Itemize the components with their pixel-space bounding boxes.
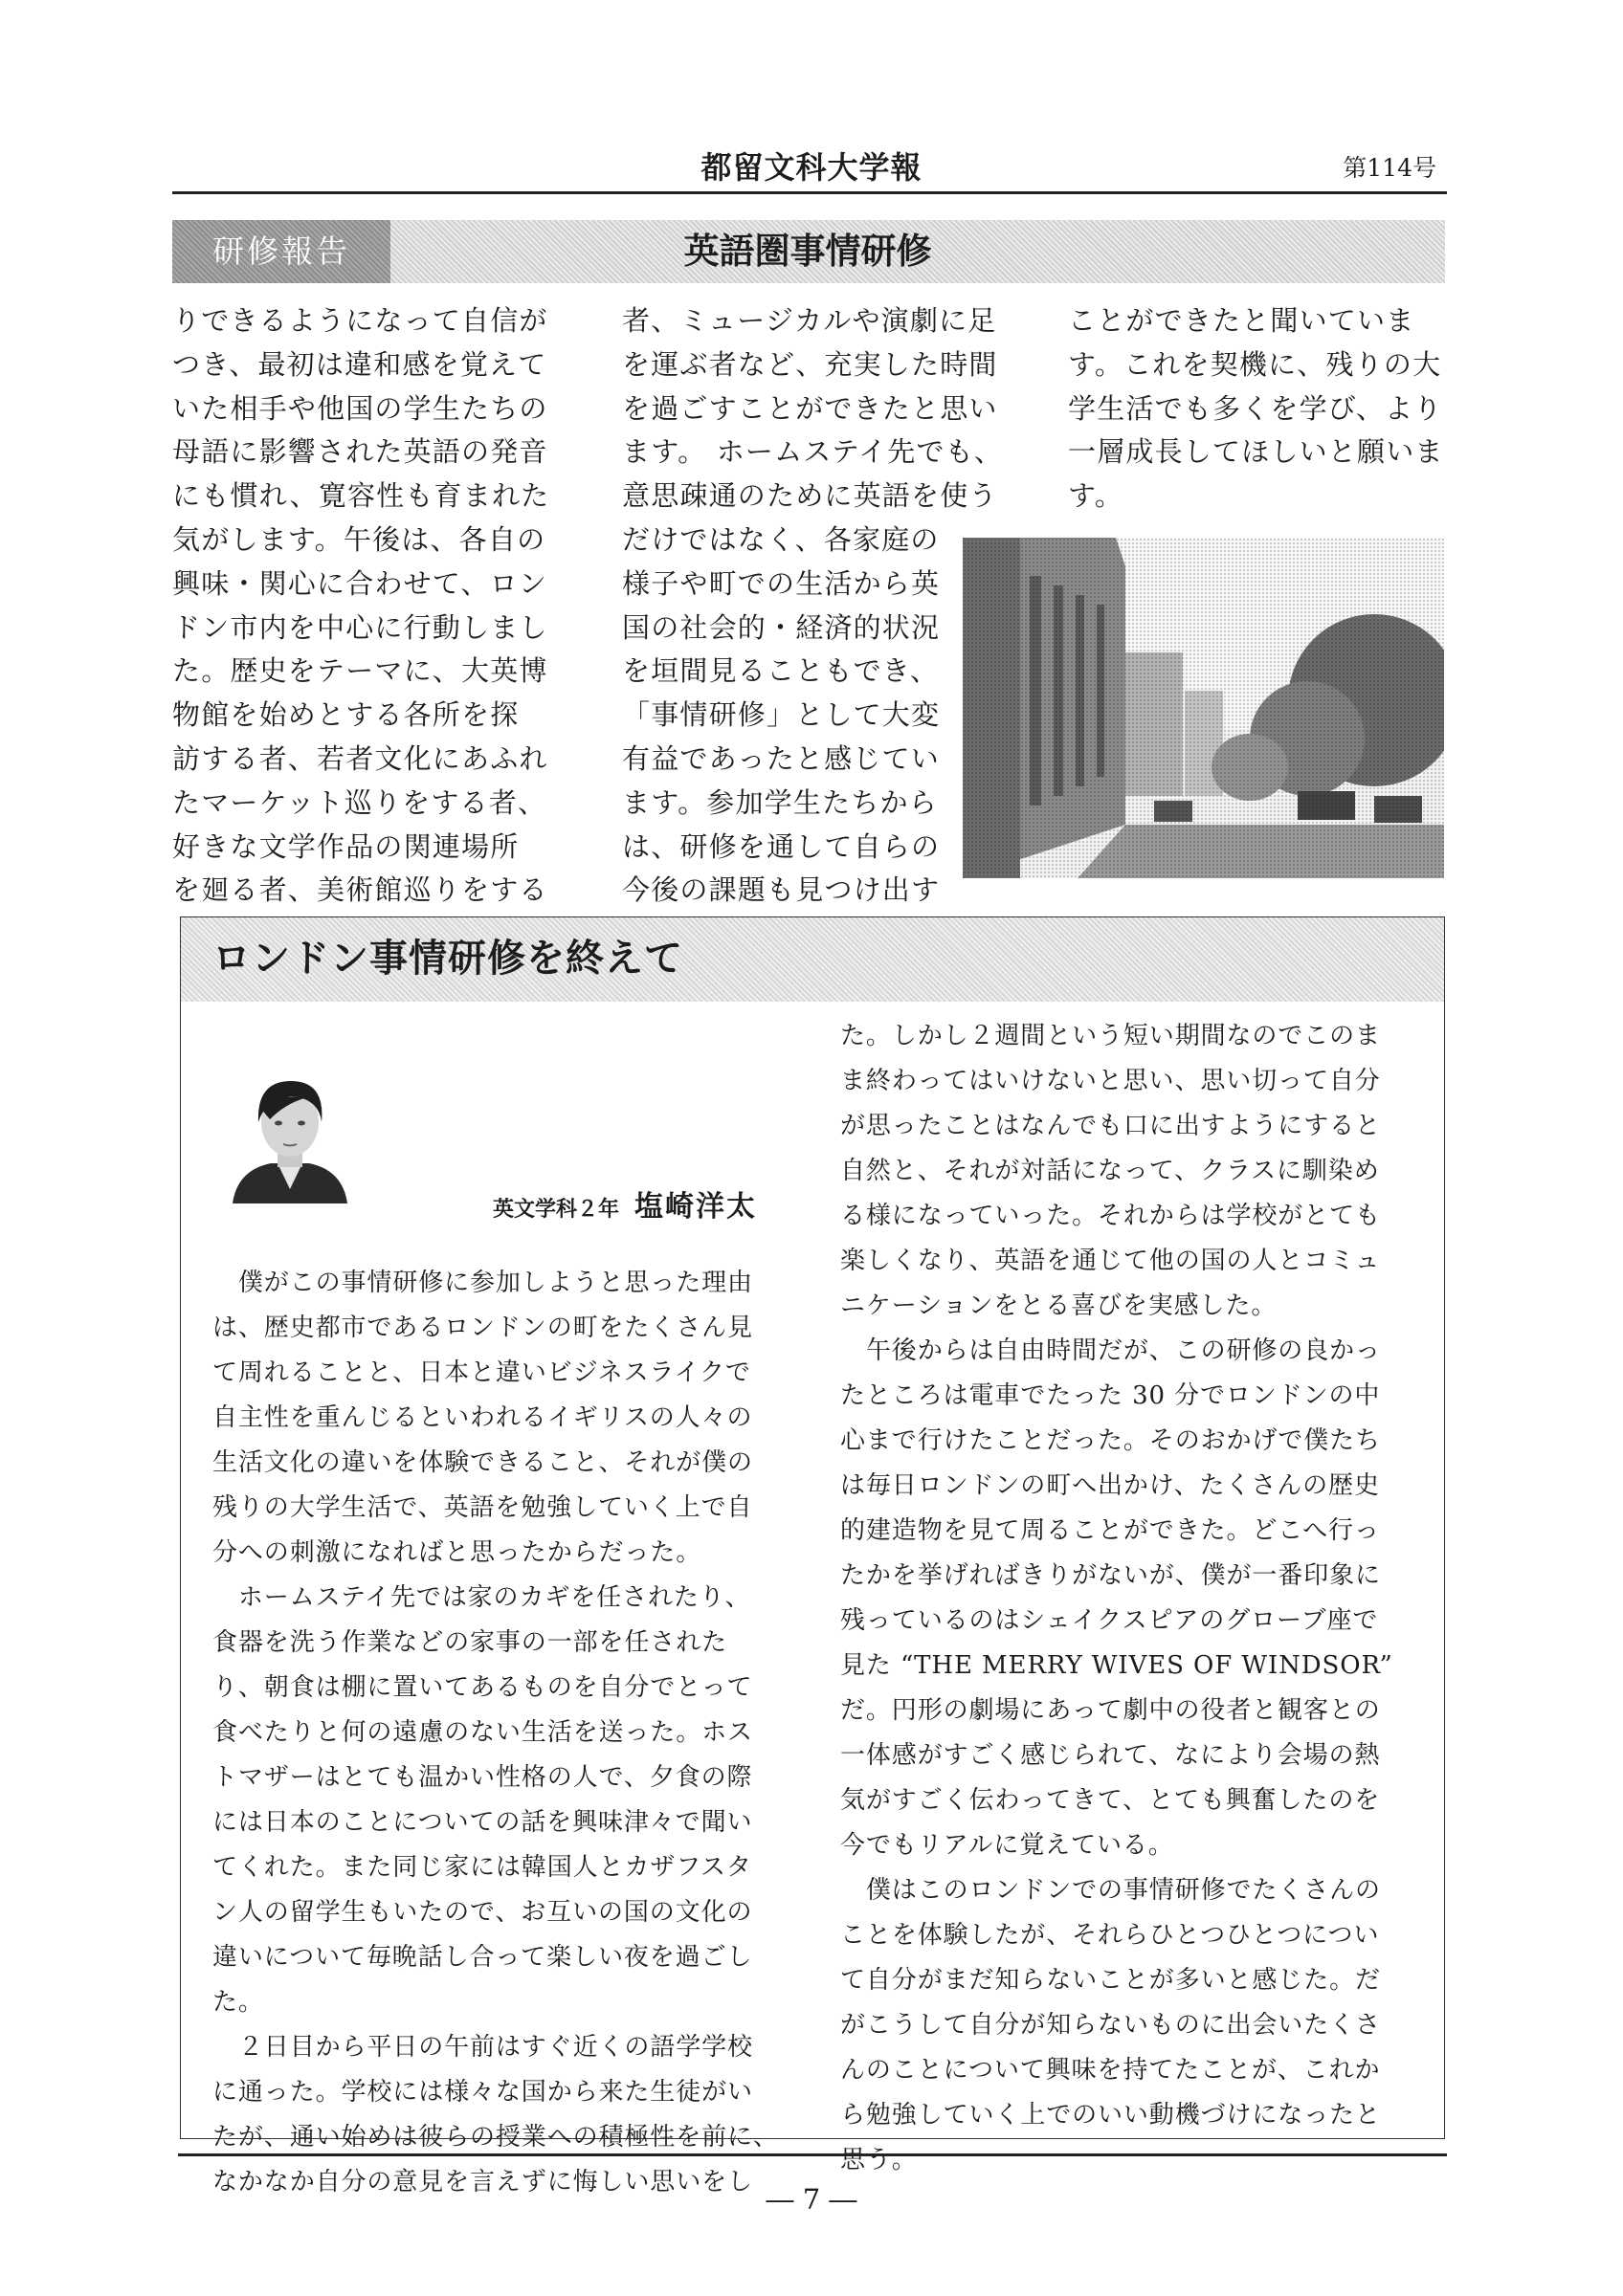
text-line: た。	[212, 1988, 264, 2017]
text-line: て周れることと、日本と違いビジネスライクで	[212, 1358, 751, 1387]
text-line: 午後からは自由時間だが、この研修の良かっ	[840, 1336, 1381, 1365]
text-line: 思う。	[840, 2146, 918, 2175]
text-line: 違いについて毎晩話し合って楽しい夜を過ごし	[212, 1943, 753, 1972]
report-title-text: 英語圏事情研修	[683, 231, 932, 272]
author-name: 塩崎洋太	[634, 1190, 758, 1224]
article-column-left	[212, 1261, 779, 2205]
text-line: す。	[1068, 479, 1124, 513]
text-line: り、朝食は棚に置いてあるものを自分でとって	[212, 1673, 753, 1702]
text-line: いた相手や他国の学生たちの	[172, 391, 548, 425]
text-line: 残りの大学生活で、英語を勉強していく上で自	[212, 1493, 753, 1522]
text-line: 一層成長してほしいと願いま	[1068, 435, 1444, 469]
text-line: トマザーはとても温かい性格の人で、夕食の際	[212, 1763, 753, 1792]
text-line: ます。 ホームステイ先でも、	[622, 435, 1004, 469]
street-photo-image	[963, 538, 1444, 878]
text-line: ことができたと聞いていま	[1068, 304, 1415, 337]
author-byline	[493, 1182, 757, 1225]
text-line: たマーケット巡りをする者、	[172, 785, 547, 819]
text-line: 食べたりと何の遠慮のない生活を送った。ホス	[212, 1718, 753, 1747]
text-line: ニケーションをとる喜びを実感した。	[840, 1292, 1278, 1320]
text-line: を廻る者、美術館巡りをする	[172, 873, 548, 907]
text-line: 見た “THE MERRY WIVES OF WINDSOR”	[840, 1651, 1393, 1680]
text-line: たが、通い始めは彼らの授業への積極性を前に、	[212, 2123, 779, 2152]
text-line: た。歴史をテーマに、大英博	[172, 654, 548, 688]
text-line: 僕はこのロンドンでの事情研修でたくさんの	[840, 1876, 1381, 1905]
text-line: には日本のことについての話を興味津々で聞い	[212, 1808, 753, 1837]
text-line: 有益であったと感じてい	[622, 741, 940, 775]
text-line: つき、最初は違和感を覚えて	[172, 347, 547, 381]
text-line: たかを挙げればきりがないが、僕が一番印象に	[840, 1561, 1381, 1590]
text-line: 楽しくなり、英語を通じて他の国の人とコミュ	[840, 1247, 1381, 1275]
text-line: す。これを契機に、残りの大	[1068, 347, 1442, 381]
text-line: ドン市内を中心に行動しまし	[172, 610, 548, 644]
text-line: て自分がまだ知らないことが多いと感じた。だ	[840, 1966, 1381, 1995]
text-line: にも慣れ、寛容性も育まれた	[172, 479, 550, 513]
publication-title: 都留文科大学報	[700, 149, 923, 186]
london-street-photo	[963, 538, 1444, 878]
text-line: 意思疎通のために英語を使う	[622, 479, 998, 513]
text-line: てくれた。また同じ家には韓国人とカザフスタ	[212, 1853, 752, 1882]
text-line: 残っているのはシェイクスピアのグローブ座で	[840, 1606, 1379, 1635]
author-department: 英文学科２年	[493, 1197, 620, 1222]
issue-number: 第114号	[1343, 154, 1436, 182]
text-line: 気がすごく伝わってきて、とても興奮したのを	[840, 1786, 1381, 1815]
text-line: がこうして自分が知らないものに出会いたくさ	[840, 2011, 1381, 2040]
text-line: に通った。学校には様々な国から来た生徒がい	[212, 2078, 753, 2107]
report-title	[0, 220, 1623, 283]
text-line: 国の社会的・経済的状況	[622, 610, 941, 644]
text-line: 訪する者、若者文化にあふれ	[172, 741, 548, 775]
text-line: 食器を洗う作業などの家事の一部を任された	[212, 1628, 728, 1657]
text-line: ら勉強していく上でのいい動機づけになったと	[840, 2101, 1381, 2130]
text-line: ま終わってはいけないと思い、思い切って自分	[840, 1067, 1381, 1095]
header-rule	[172, 191, 1447, 194]
author-portrait	[228, 1070, 352, 1203]
text-line: 今後の課題も見つけ出す	[622, 873, 941, 907]
text-line: が思ったことはなんでも口に出すようにすると	[840, 1112, 1381, 1140]
text-line: りできるようになって自信が	[172, 304, 548, 337]
text-line: 好きな文学作品の関連場所	[172, 829, 520, 863]
text-line: 僕がこの事情研修に参加しようと思った理由	[212, 1269, 753, 1297]
text-line: だ。円形の劇場にあって劇中の役者と観客との	[840, 1696, 1381, 1725]
report-column-1	[172, 299, 549, 913]
report-tag: 研修報告	[172, 220, 390, 283]
text-line: 心まで行けたことだった。そのおかげで僕たち	[840, 1426, 1381, 1455]
text-line: 生活文化の違いを体験できること、それが僕の	[212, 1448, 753, 1477]
text-line: ことを体験したが、それらひとつひとつについ	[840, 1921, 1380, 1950]
text-line: ２日目から平日の午前はすぐ近くの語学学校	[212, 2033, 753, 2062]
text-line: だけではなく、各家庭の	[622, 522, 940, 556]
text-line: を運ぶ者など、充実した時間	[622, 347, 998, 381]
article-column-right	[840, 1014, 1393, 2183]
text-line: 気がします。午後は、各自の	[172, 522, 546, 556]
text-line: ます。参加学生たちから	[622, 785, 938, 819]
text-line: る様になっていった。それからは学校がとても	[840, 1202, 1381, 1230]
text-line: 自主性を重んじるといわれるイギリスの人々の	[212, 1403, 753, 1432]
text-line: 一体感がすごく感じられて、なにより会場の熱	[840, 1741, 1381, 1770]
text-line: 「事情研修」として大変	[622, 698, 941, 732]
text-line: 母語に影響された英語の発音	[172, 435, 548, 469]
text-line: んのことについて興味を持てたことが、これか	[840, 2056, 1381, 2085]
text-line: 学生活でも多くを学び、より	[1068, 391, 1443, 425]
text-line: 分への刺激になればと思ったからだった。	[212, 1538, 702, 1567]
text-line: た。しかし２週間という短い期間なのでこのま	[840, 1022, 1381, 1050]
text-line: 自然と、それが対話になって、クラスに馴染め	[840, 1157, 1380, 1185]
text-line: なかなか自分の意見を言えずに悔しい思いをし	[212, 2168, 753, 2197]
footer-rule	[178, 2153, 1447, 2156]
report-column-2	[622, 299, 1003, 913]
text-line: 的建造物を見て周ることができた。どこへ行っ	[840, 1516, 1380, 1545]
text-line: 今でもリアルに覚えている。	[840, 1831, 1174, 1860]
text-line: 興味・関心に合わせて、ロン	[172, 566, 548, 600]
text-line: 物館を始めとする各所を探	[172, 698, 520, 732]
text-line: は、歴史都市であるロンドンの町をたくさん見	[212, 1314, 753, 1342]
text-line: 様子や町での生活から英	[622, 566, 941, 600]
text-line: ホームステイ先では家のカギを任されたり、	[212, 1583, 751, 1612]
text-line: たところは電車でたった 30 分でロンドンの中	[840, 1381, 1381, 1410]
text-line: 者、ミュージカルや演劇に足	[622, 304, 997, 337]
text-line: は、研修を通して自らの	[622, 829, 941, 863]
author-portrait-image	[228, 1070, 352, 1203]
article-title: ロンドン事情研修を終えて	[212, 937, 683, 981]
text-line: は毎日ロンドンの町へ出かけ、たくさんの歴史	[840, 1471, 1380, 1500]
report-column-3	[1068, 299, 1444, 519]
text-line: を垣間見ることもでき、	[622, 654, 940, 688]
text-line: を過ごすことができたと思い	[622, 391, 998, 425]
text-line: ン人の留学生もいたので、お互いの国の文化の	[212, 1898, 753, 1927]
page-number: ― 7 ―	[766, 2183, 857, 2216]
